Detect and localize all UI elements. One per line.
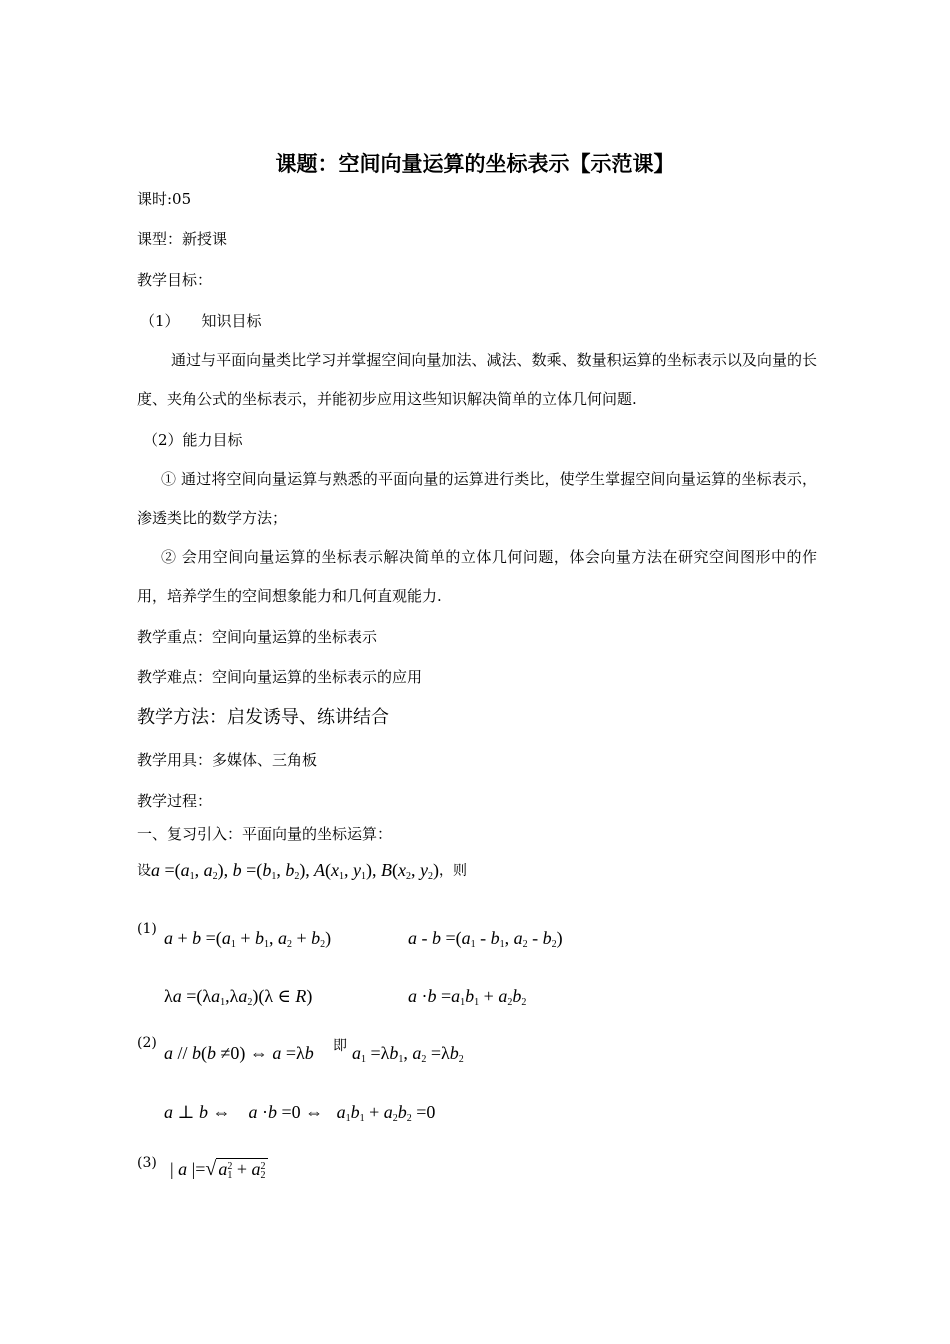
ability-goal-heading: （2）能力目标 — [143, 431, 243, 449]
teaching-tools: 教学用具：多媒体、三角板 — [137, 751, 318, 769]
formula-dot-product: $a \cdot b =a_1b_1 + a_2b_2$ — [408, 986, 527, 1008]
formula-label-2: (2) — [137, 1035, 157, 1051]
set-prefix: 设 — [137, 863, 151, 879]
teaching-process: 教学过程： — [137, 792, 213, 810]
formula-length: | a |=√ $a_1^2 + a_2^2$ — [170, 1158, 266, 1181]
ability-goal-item-2: ② 会用空间向量运算的坐标表示解决简单的立体几何问题，体会向量方法在研究空间图形中的作用，培养学生的空间想象能力和几何直观能力. — [137, 548, 817, 605]
formula-vector-difference: $a - b =(a_1 - b_1$, $a_2 - b_2$) — [408, 928, 563, 950]
lesson-period: 课时:05 — [137, 190, 192, 208]
knowledge-goal-heading — [140, 311, 262, 331]
formula-set-definition: 设$a =(a_1$, $a_2$), $b =(b_1$, $b_2$), $A(x_1$, $y_1$), $B(x_2$, $y_2$)，则 — [137, 860, 467, 882]
formula-label-3: (3) — [137, 1155, 157, 1171]
page-title: 课题：空间向量运算的坐标表示【示范课】 — [275, 152, 675, 176]
goals-heading: 教学目标： — [137, 271, 213, 289]
teaching-focus: 教学重点：空间向量运算的坐标表示 — [137, 628, 378, 646]
review-heading: 一、复习引入：平面向量的坐标运算： — [137, 825, 393, 843]
set-suffix: ，则 — [438, 863, 467, 879]
ability-goal-item-1: ① 通过将空间向量运算与熟悉的平面向量的运算进行类比，使学生掌握空间向量运算的坐标表示，渗透类比的数学方法； — [137, 470, 817, 527]
teaching-method: 教学方法：启发诱导、练讲结合 — [137, 707, 389, 728]
formula-label-1: (1) — [137, 921, 157, 937]
formula-perpendicular: a ⊥ b ⇔ a ·b =0 ⇔ $a_1b_1 + a_2b_2 =0$ — [164, 1102, 436, 1124]
knowledge-goal-label: （1） — [140, 312, 180, 330]
knowledge-goal-text: 通过与平面向量类比学习并掌握空间向量加法、减法、数乘、数量积运算的坐标表示以及向量的长度、夹角公式的坐标表示，并能初步应用这些知识解决简单的立体几何问题. — [137, 351, 817, 408]
formula-ji: 即 — [333, 1038, 347, 1054]
formula-parallel-components: $a_1 =\lambda b_1$, $a_2 =\lambda b_2$ — [352, 1043, 464, 1065]
formula-scalar-multiple: $\lambda a =(\lambda a_1,\lambda a_2)(\lambda$ ∈ R) — [164, 986, 313, 1008]
knowledge-goal-title: 知识目标 — [201, 312, 262, 330]
teaching-difficulty: 教学难点：空间向量运算的坐标表示的应用 — [137, 668, 423, 686]
formula-vector-sum: $a + b =(a_1 + b_1$, $a_2 + b_2$) — [164, 928, 332, 950]
lesson-type: 课型：新授课 — [137, 230, 228, 248]
formula-parallel: a // b(b ≠0) ⇔ a =λb — [164, 1043, 314, 1063]
